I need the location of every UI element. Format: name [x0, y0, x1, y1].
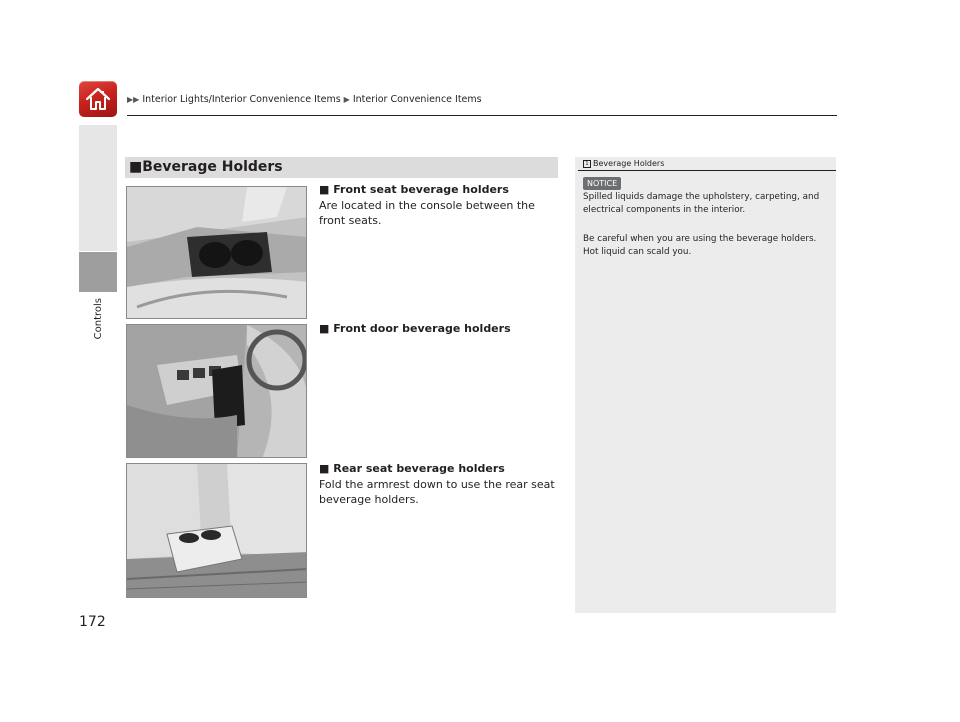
- notes-divider: [578, 170, 836, 171]
- sidebar-chapter-label[interactable]: Controls: [93, 298, 104, 340]
- front-door-beverage-holders-image: [126, 324, 307, 458]
- page-number: 172: [79, 614, 106, 630]
- notice-badge: NOTICE: [583, 177, 621, 190]
- front-seat-holders-heading: ■ Front seat beverage holders: [319, 183, 509, 196]
- rear-seat-beverage-holders-image: [126, 463, 307, 598]
- home-icon: [84, 85, 112, 113]
- breadcrumb-arrow-icon: ▶▶: [127, 95, 140, 104]
- notes-title-text: Beverage Holders: [593, 159, 665, 168]
- caution-text: Be careful when you are using the beverage holders. Hot liquid can scald you.: [583, 234, 817, 257]
- notes-panel: [575, 157, 836, 613]
- breadcrumb: [127, 94, 482, 105]
- breadcrumb-item[interactable]: Interior Convenience Items: [352, 94, 482, 105]
- front-door-holders-heading: ■ Front door beverage holders: [319, 322, 511, 335]
- front-seat-holders-text: Are located in the console between the front seats.: [319, 199, 535, 227]
- notes-title: [583, 159, 664, 168]
- breadcrumb-item[interactable]: Interior Lights/Interior Convenience Items: [142, 94, 341, 105]
- home-button[interactable]: [79, 81, 117, 117]
- rear-seat-holders-text: Fold the armrest down to use the rear seat beverage holders.: [319, 478, 555, 506]
- section-title: ■Beverage Holders: [125, 157, 558, 178]
- breadcrumb-separator-icon: ▶: [343, 95, 350, 104]
- header-divider: [127, 115, 837, 116]
- rear-seat-holders-heading: ■ Rear seat beverage holders: [319, 462, 505, 475]
- notice-text: Spilled liquids damage the upholstery, carpeting, and electrical components in the interior.: [583, 192, 820, 215]
- front-seat-beverage-holders-image: [126, 186, 307, 319]
- reference-marker-icon: 1: [583, 160, 591, 168]
- side-tab-background: [79, 125, 117, 251]
- side-tab-active-marker: [79, 252, 117, 292]
